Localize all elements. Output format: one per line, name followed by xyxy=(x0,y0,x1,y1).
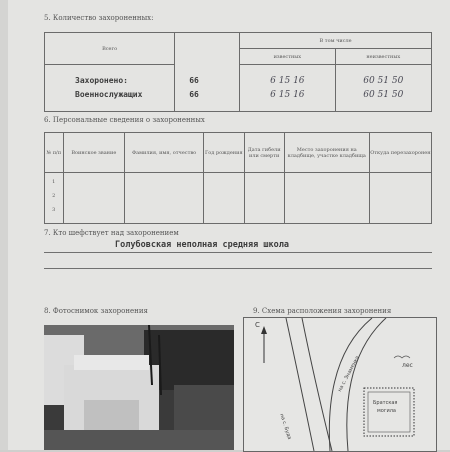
section5-title: 5. Количество захороненных: xyxy=(44,14,154,22)
location-scheme xyxy=(243,317,437,452)
row-military-known: 6 15 16 xyxy=(270,90,305,100)
section9-title: 9. Схема расположения захоронения xyxy=(253,307,392,315)
row-military-total: 66 xyxy=(189,89,199,99)
row-number-3: 3 xyxy=(52,207,56,213)
col-death-date: Дата гибели или смерти xyxy=(244,133,284,173)
col-name: Фамилия, имя, отчество xyxy=(125,133,204,173)
col-burial-place: Место захоронения на кладбище, участке кладбища xyxy=(284,133,369,173)
header-including: В том числе xyxy=(240,33,432,49)
north-label: С xyxy=(255,321,260,329)
row-buried-unknown: 60 51 50 xyxy=(363,76,404,86)
row-buried-known: 6 15 16 xyxy=(270,76,305,86)
col-birth-year: Год рождения xyxy=(204,133,244,173)
burial-photo xyxy=(44,325,234,450)
patron-line-2 xyxy=(44,268,432,269)
row-military-label: Военнослужащих xyxy=(75,90,143,99)
forest-label: лес xyxy=(402,362,413,369)
patron-value: Голубовская неполная средняя школа xyxy=(115,240,289,250)
section8-title: 8. Фотоснимок захоронения xyxy=(44,307,148,315)
section6-title: 6. Персональные сведения о захороненных xyxy=(44,116,205,124)
patron-line-1 xyxy=(44,252,432,253)
header-known: известных xyxy=(240,49,335,65)
header-total: Всего xyxy=(45,33,175,65)
header-unknown: неизвестных xyxy=(335,49,431,65)
road1-label: на с. Буда xyxy=(278,413,293,441)
row-number-2: 2 xyxy=(52,193,56,199)
grave-label-2: могила xyxy=(377,408,396,414)
burials-count-table xyxy=(44,32,432,112)
col-reburied-from: Откуда перезахоронен xyxy=(369,133,431,173)
grave-label-1: Братская xyxy=(373,400,398,406)
col-rank: Воинское звание xyxy=(63,133,125,173)
row-military-unknown: 60 51 50 xyxy=(363,90,404,100)
personal-data-table xyxy=(44,132,432,224)
row-buried-total: 66 xyxy=(189,75,199,85)
page-edge xyxy=(0,0,8,450)
road2-label: на с. Знаменка xyxy=(337,355,361,393)
col-number: № п/п xyxy=(45,133,64,173)
section7-title: 7. Кто шефствует над захоронением xyxy=(44,229,179,237)
row-buried-label: Захоронено: xyxy=(75,76,128,85)
row-number-1: 1 xyxy=(52,179,56,185)
